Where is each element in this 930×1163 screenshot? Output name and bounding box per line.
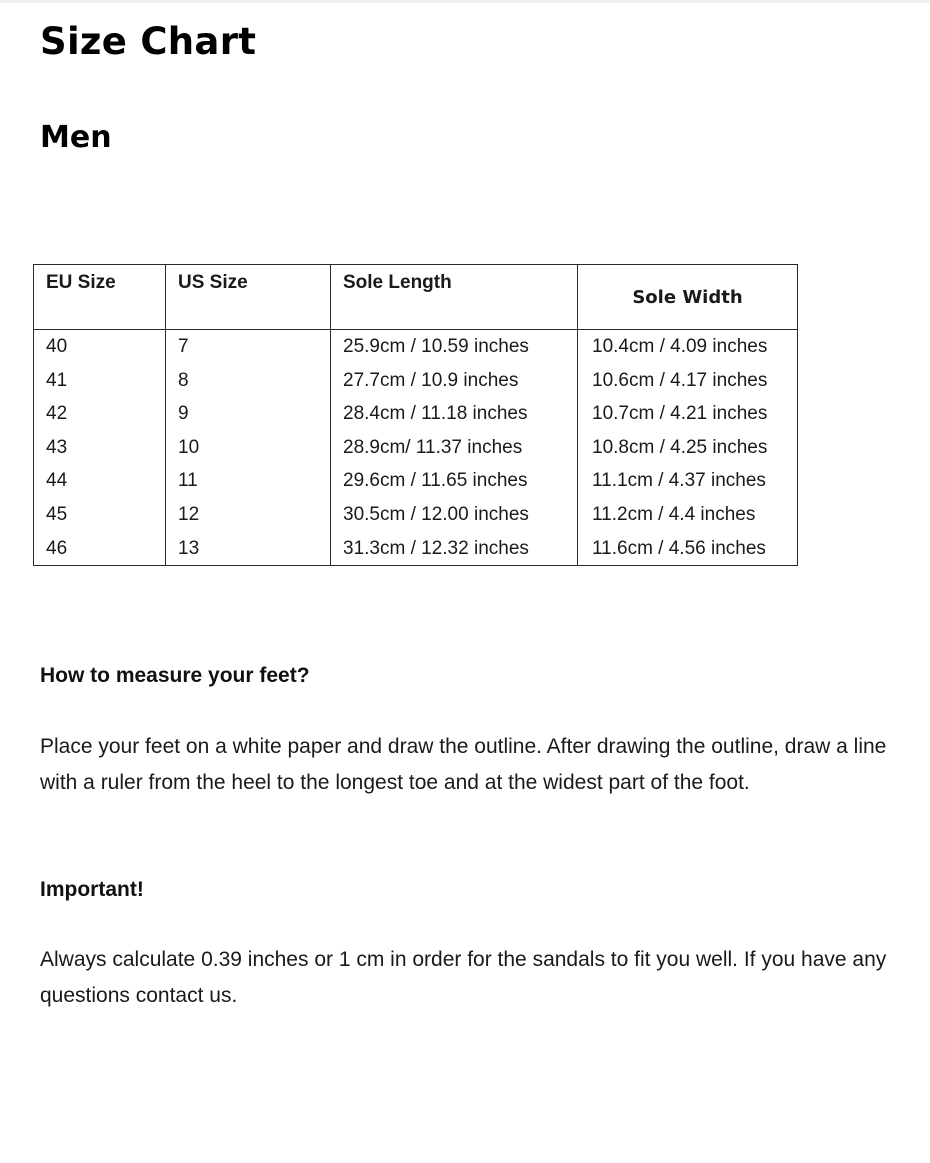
page-title: Size Chart xyxy=(40,20,257,63)
us-size-cell: 9 xyxy=(166,397,331,431)
us-size-cell: 7 xyxy=(166,330,331,364)
table-row xyxy=(34,532,798,566)
sole-width-cell: 10.8cm / 4.25 inches xyxy=(578,431,798,465)
eu-size-cell: 41 xyxy=(34,364,166,398)
column-header-sole-length: Sole Length xyxy=(331,265,578,330)
sole-length-cell: 31.3cm / 12.32 inches xyxy=(331,532,578,566)
sole-length-cell: 25.9cm / 10.59 inches xyxy=(331,330,578,364)
sole-length-cell: 29.6cm / 11.65 inches xyxy=(331,464,578,498)
sole-length-cell: 30.5cm / 12.00 inches xyxy=(331,498,578,532)
table-row xyxy=(34,431,798,465)
us-size-cell: 10 xyxy=(166,431,331,465)
sole-width-cell: 11.6cm / 4.56 inches xyxy=(578,532,798,566)
eu-size-cell: 45 xyxy=(34,498,166,532)
eu-size-cell: 46 xyxy=(34,532,166,566)
table-row xyxy=(34,397,798,431)
size-table xyxy=(33,264,798,566)
sole-width-cell: 10.7cm / 4.21 inches xyxy=(578,397,798,431)
sole-width-cell: 10.4cm / 4.09 inches xyxy=(578,330,798,364)
measure-heading: How to measure your feet? xyxy=(40,664,310,687)
eu-size-cell: 44 xyxy=(34,464,166,498)
sole-width-cell: 10.6cm / 4.17 inches xyxy=(578,364,798,398)
section-subtitle-men: Men xyxy=(40,120,112,155)
table-row xyxy=(34,330,798,364)
us-size-cell: 13 xyxy=(166,532,331,566)
sole-width-cell: 11.1cm / 4.37 inches xyxy=(578,464,798,498)
column-header-sole-width: Sole Width xyxy=(578,265,798,330)
important-heading: Important! xyxy=(40,878,144,901)
table-row xyxy=(34,364,798,398)
table-header-row xyxy=(34,265,798,330)
us-size-cell: 12 xyxy=(166,498,331,532)
measure-instructions: Place your feet on a white paper and draw the outline. After drawing the outline, draw a line with a ruler from the heel to the longest toe and at the widest part of the foot. xyxy=(40,735,887,794)
eu-size-cell: 40 xyxy=(34,330,166,364)
important-note: Always calculate 0.39 inches or 1 cm in order for the sandals to fit you well. If you have any questions contact us. xyxy=(40,948,887,1007)
eu-size-cell: 43 xyxy=(34,431,166,465)
sole-length-cell: 28.9cm/ 11.37 inches xyxy=(331,431,578,465)
top-divider xyxy=(0,0,930,3)
table-row xyxy=(34,464,798,498)
column-header-eu-size: EU Size xyxy=(34,265,166,330)
us-size-cell: 8 xyxy=(166,364,331,398)
us-size-cell: 11 xyxy=(166,464,331,498)
sole-length-cell: 28.4cm / 11.18 inches xyxy=(331,397,578,431)
column-header-us-size: US Size xyxy=(166,265,331,330)
table-row xyxy=(34,498,798,532)
eu-size-cell: 42 xyxy=(34,397,166,431)
sole-length-cell: 27.7cm / 10.9 inches xyxy=(331,364,578,398)
sole-width-cell: 11.2cm / 4.4 inches xyxy=(578,498,798,532)
